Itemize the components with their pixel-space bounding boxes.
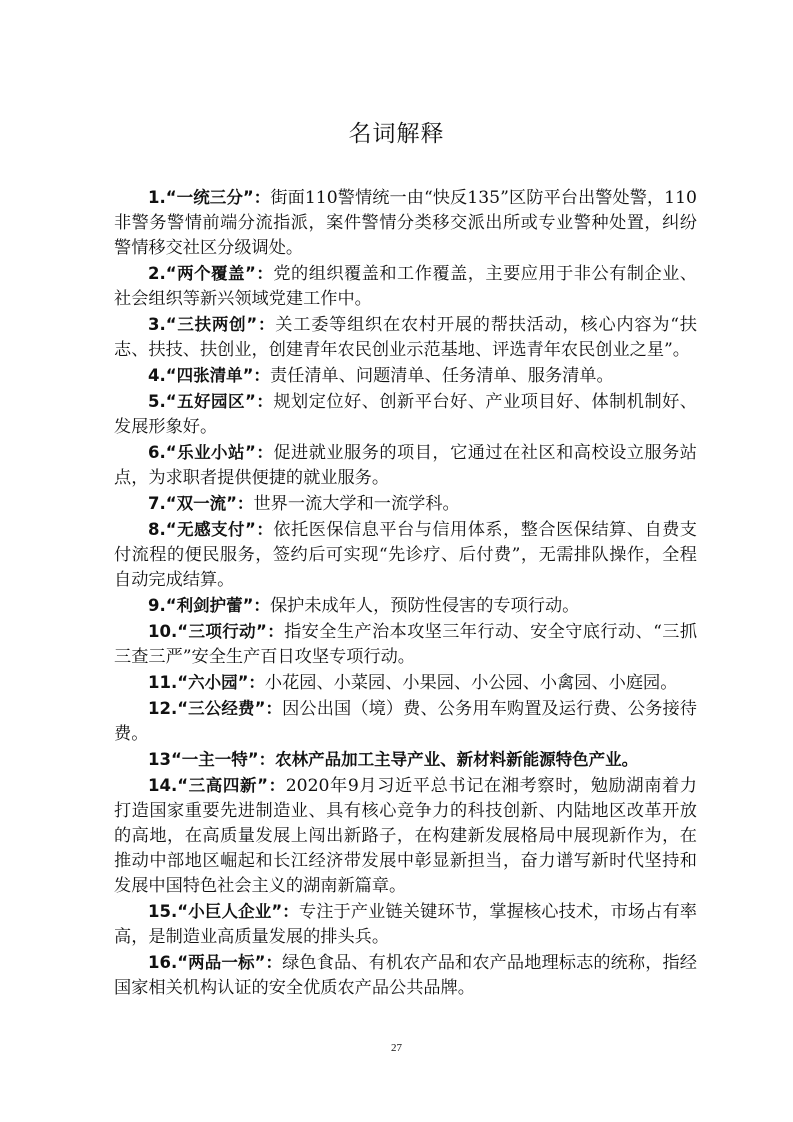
glossary-definition: 世界一流大学和一流学科。 — [253, 494, 460, 514]
glossary-definition: 绿色食品、有机农产品和农产品地理标志的统称，指经国家相关机构认证的安全优质农产品公共品牌。 — [114, 953, 697, 998]
glossary-entry — [114, 440, 697, 491]
glossary-term: 4.“四张清单”： — [148, 366, 270, 385]
glossary-entry — [114, 312, 697, 363]
glossary-term: 12.“三公经费”： — [148, 699, 283, 718]
glossary-definition: 依托医保信息平台与信用体系，整合医保结算、自费支付流程的便民服务，签约后可实现“先诊疗、后付费”，无需排队操作，全程自动完成结算。 — [114, 520, 697, 590]
glossary-term: 16.“两品一标”： — [148, 953, 283, 972]
glossary-definition: 专注于产业链关键环节，掌握核心技术，市场占有率高，是制造业高质量发展的排头兵。 — [114, 902, 697, 947]
glossary-entry — [114, 363, 697, 389]
glossary-definition: 促进就业服务的项目，它通过在社区和高校设立服务站点，为求职者提供便捷的就业服务。 — [114, 443, 697, 488]
glossary-definition: 因公出国（境）费、公务用车购置及运行费、公务接待费。 — [114, 699, 697, 744]
glossary-definition: 街面110警情统一由“快反135”区防平台出警处警，110非警务警情前端分流指派，案件警情分类移交派出所或专业警种处置，纠纷警情移交社区分级调处。 — [114, 188, 697, 258]
glossary-entry — [114, 696, 697, 747]
glossary-term: 13“一主一特”： — [148, 750, 276, 769]
glossary-entry — [114, 389, 697, 440]
glossary-entry — [114, 899, 697, 950]
glossary-term: 5.“五好园区”： — [148, 392, 274, 411]
glossary-entry — [114, 593, 697, 619]
glossary-definition: 保护未成年人，预防性侵害的专项行动。 — [269, 596, 580, 616]
glossary-definition: 规划定位好、创新平台好、产业项目好、体制机制好、发展形象好。 — [114, 392, 697, 437]
glossary-definition: 责任清单、问题清单、任务清单、服务清单。 — [269, 366, 614, 386]
glossary-term: 6.“乐业小站”： — [148, 443, 274, 462]
glossary-term: 3.“三扶两创”： — [148, 315, 276, 334]
glossary-term: 10.“三项行动”： — [148, 622, 285, 641]
page-title: 名词解释 — [348, 121, 445, 147]
glossary-entry — [114, 491, 697, 517]
glossary-term: 8.“无感支付”： — [148, 520, 274, 539]
glossary-entry — [114, 619, 697, 670]
glossary-entry — [114, 773, 697, 899]
glossary-definition: 关工委等组织在农村开展的帮扶活动，核心内容为“扶志、扶技、扶创业，创建青年农民创业示范基地、评选青年农民创业之星”。 — [114, 315, 697, 360]
glossary-term: 11.“六小园”： — [148, 673, 265, 692]
glossary-entry — [114, 185, 697, 261]
glossary-entry — [114, 517, 697, 593]
glossary-entry — [114, 261, 697, 312]
glossary-term: 9.“利剑护蕾”： — [148, 596, 270, 615]
glossary-term: 1.“一统三分”： — [148, 188, 271, 207]
glossary-entry — [114, 747, 697, 773]
glossary-entry — [114, 950, 697, 1001]
glossary-term: 14.“三高四新”： — [148, 776, 286, 795]
page-number: 27 — [391, 1042, 402, 1054]
glossary-term: 2.“两个覆盖”： — [148, 264, 274, 283]
glossary-term: 7.“双一流”： — [148, 494, 254, 513]
glossary-definition: 农林产品加工主导产业、新材料新能源特色产业。 — [275, 750, 639, 769]
glossary-definition: 2020年9月习近平总书记在湘考察时，勉励湖南着力打造国家重要先进制造业、具有核心竞争力的科技创新、内陆地区改革开放的高地，在高质量发展上闯出新路子，在构建新发展格局中展现新作为，在推动中部地区崛起和长江经济带发展中彰显新担当，奋力谱写新时代坚持和发展中国特色社会主义的湖南新篇章。 — [114, 776, 697, 896]
glossary-definition: 指安全生产治本攻坚三年行动、安全守底行动、“三抓三查三严”安全生产百日攻坚专项行动。 — [114, 622, 698, 667]
glossary-entry — [114, 670, 697, 696]
glossary-definition: 党的组织覆盖和工作覆盖，主要应用于非公有制企业、社会组织等新兴领域党建工作中。 — [114, 264, 697, 309]
glossary-term: 15.“小巨人企业”： — [148, 902, 299, 921]
glossary-definition: 小花园、小菜园、小果园、小公园、小禽园、小庭园。 — [264, 673, 678, 693]
glossary-list — [114, 185, 697, 1001]
